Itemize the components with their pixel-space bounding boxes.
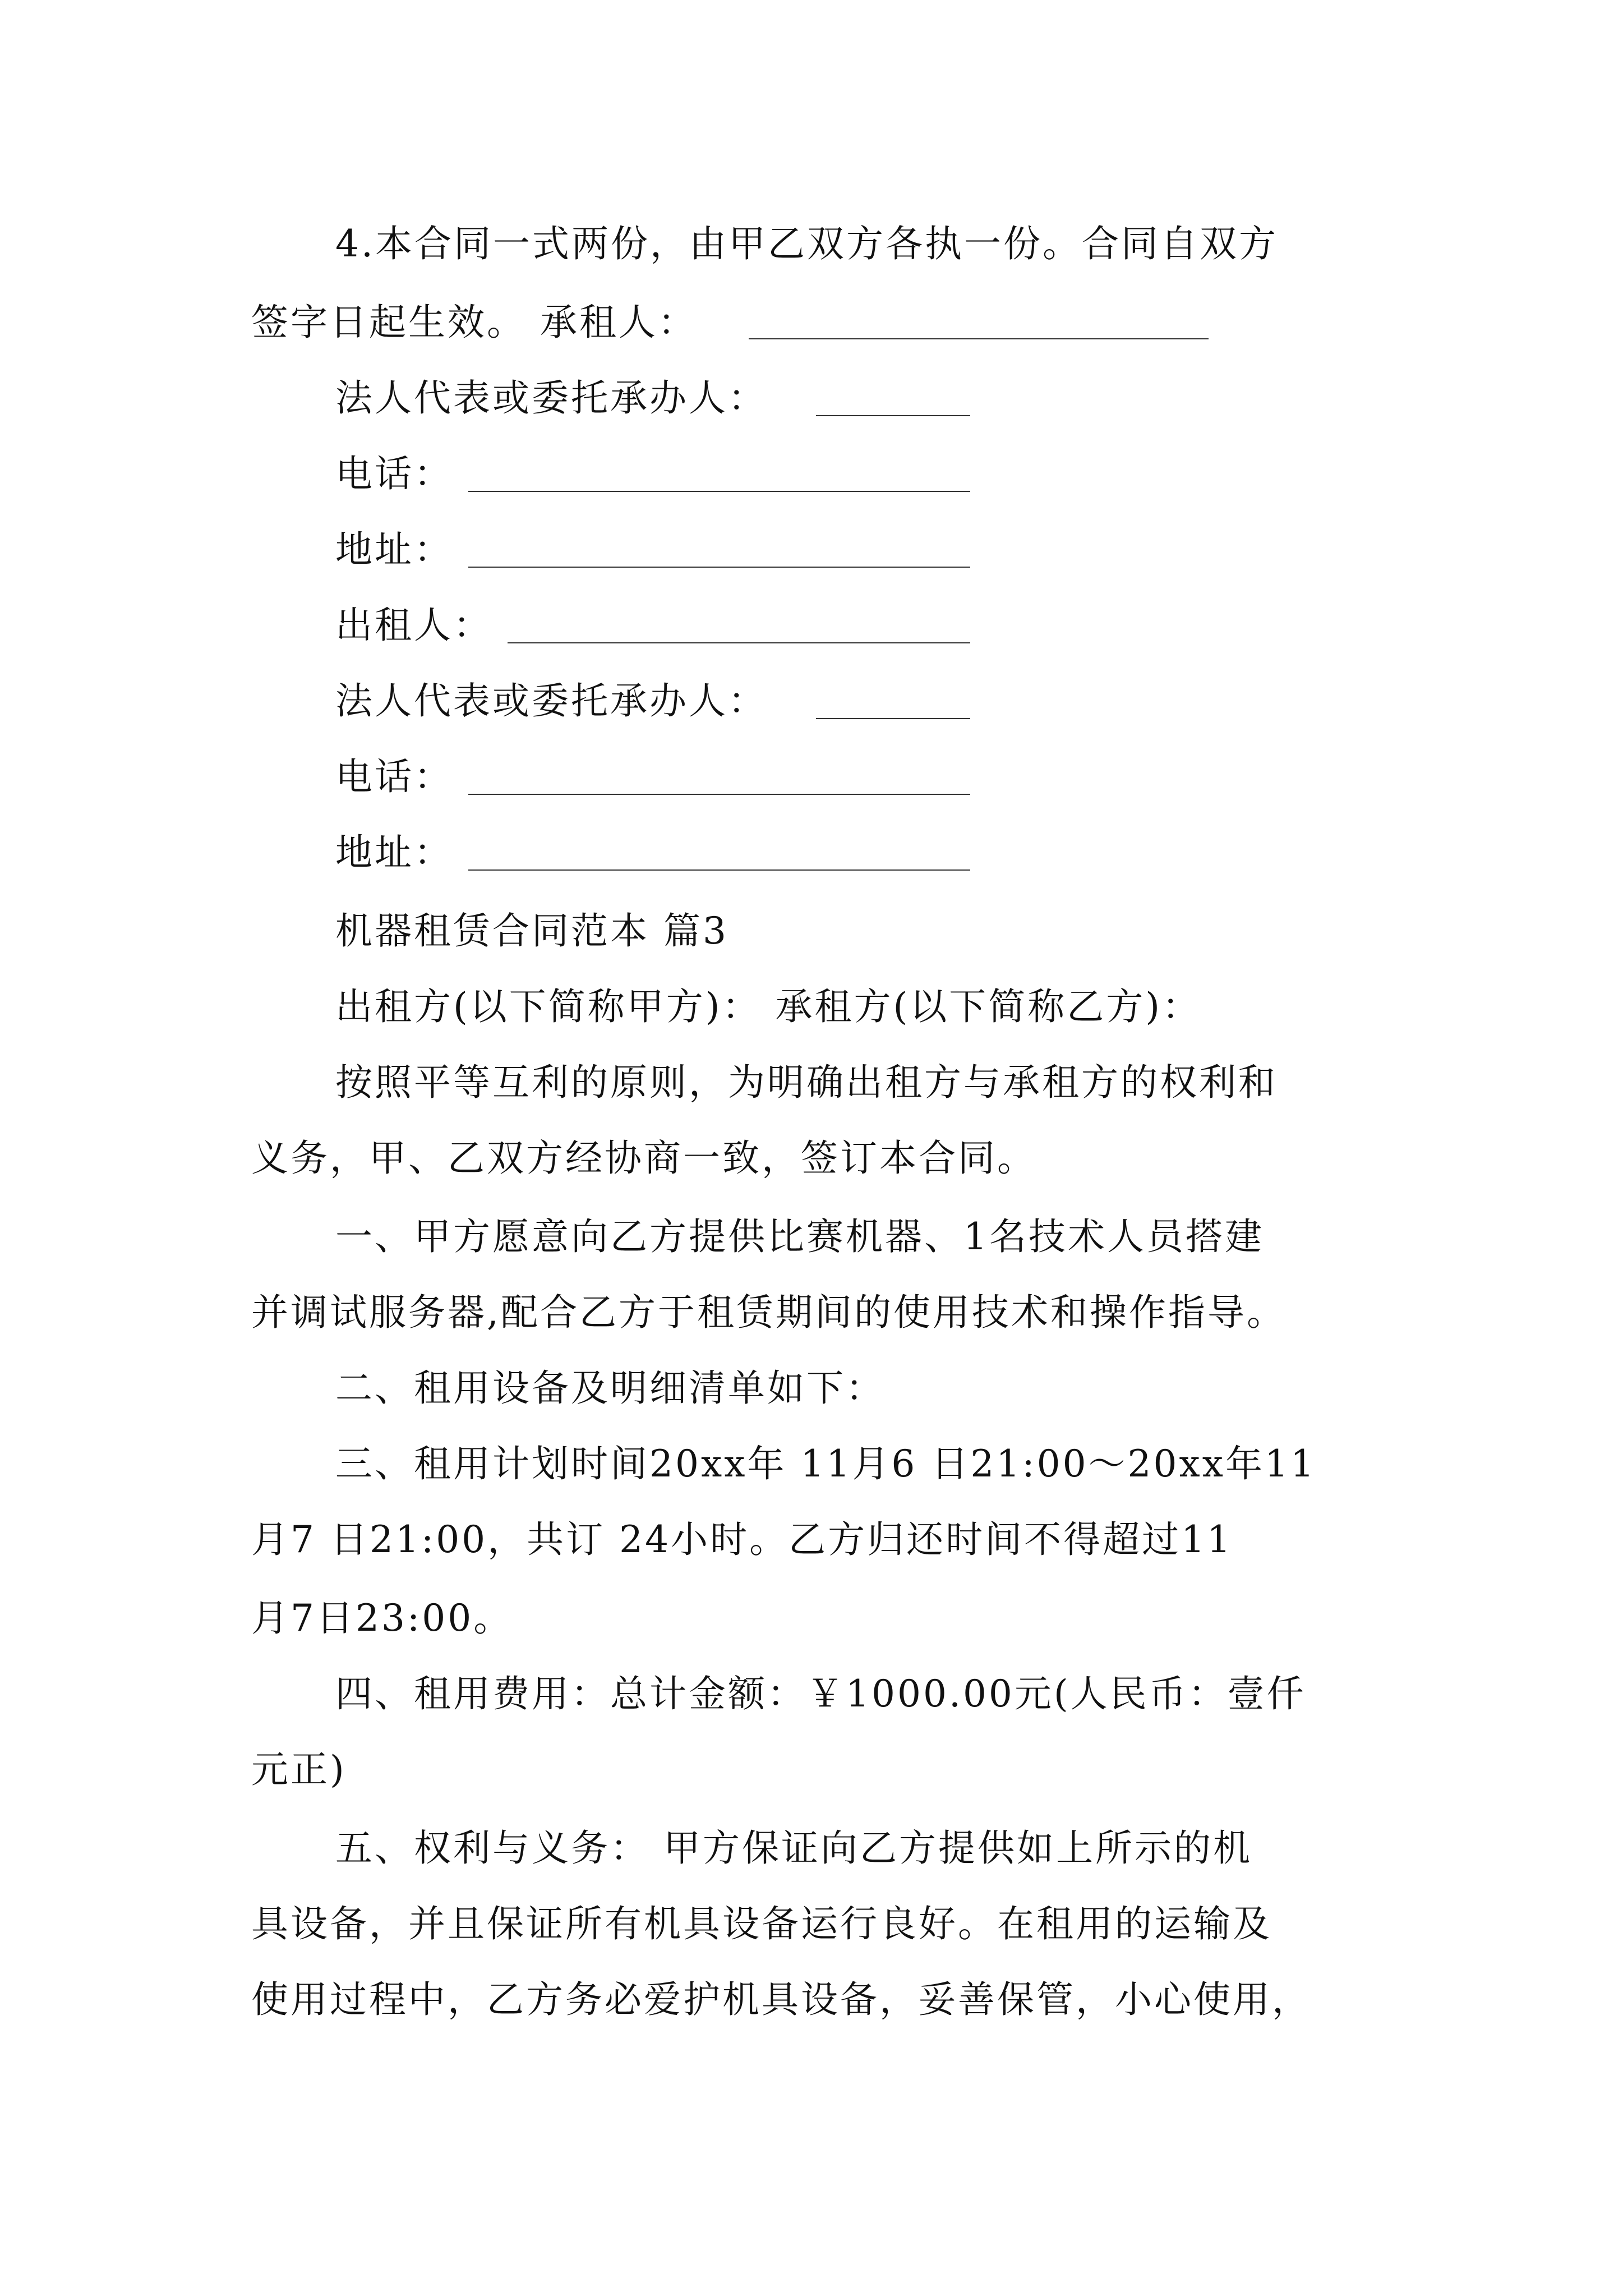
text-line: 五、权利与义务： 甲方保证向乙方提供如上所示的机 [335, 1826, 1252, 1870]
text-line: 4.本合同一式两份，由甲乙双方各执一份。合同自双方 [335, 222, 1278, 265]
text-line: 电话： [335, 755, 453, 798]
text-line: 二、租用设备及明细清单如下： [335, 1366, 885, 1410]
signature-blank [468, 794, 970, 795]
signature-blank [816, 718, 970, 719]
signature-blank [468, 567, 970, 568]
signature-blank [468, 491, 970, 492]
text-line: 地址： [335, 831, 453, 874]
text-line: 按照平等互利的原则，为明确出租方与承租方的权利和 [335, 1061, 1278, 1104]
text-line: 并调试服务器,配合乙方于租赁期间的使用技术和操作指导。 [251, 1291, 1286, 1334]
text-line: 元正) [251, 1748, 347, 1791]
text-line: 出租方(以下简称甲方)： 承租方(以下简称乙方)： [335, 985, 1201, 1028]
text-line: 月7 日21:00，共订 24小时。乙方归还时间不得超过11 [251, 1518, 1233, 1561]
text-line: 三、租用计划时间20xx年 11月6 日21:00～20xx年11 [335, 1442, 1316, 1485]
signature-blank [468, 869, 970, 871]
text-line: 电话： [335, 452, 453, 495]
section-heading: 机器租赁合同范本 篇3 [335, 909, 728, 953]
signature-blank [816, 415, 970, 416]
signature-blank [749, 338, 1209, 339]
text-line: 法人代表或委托承办人： [335, 376, 767, 420]
text-line: 出租人： [335, 604, 492, 647]
text-line: 法人代表或委托承办人： [335, 679, 767, 723]
text-line: 一、甲方愿意向乙方提供比赛机器、1名技术人员搭建 [335, 1215, 1264, 1258]
text-line: 使用过程中，乙方务必爱护机具设备，妥善保管，小心使用， [251, 1978, 1311, 2021]
text-line: 月7日23:00。 [251, 1596, 513, 1640]
text-line: 义务，甲、乙双方经协商一致，签订本合同。 [251, 1137, 1036, 1180]
text-line: 四、租用费用：总计金额：￥1000.00元(人民币：壹仟 [335, 1672, 1306, 1715]
text-line: 签字日起生效。 承租人： [251, 301, 697, 344]
text-line: 具设备，并且保证所有机具设备运行良好。在租用的运输及 [251, 1902, 1272, 1945]
text-line: 地址： [335, 528, 453, 571]
signature-blank [508, 642, 970, 643]
